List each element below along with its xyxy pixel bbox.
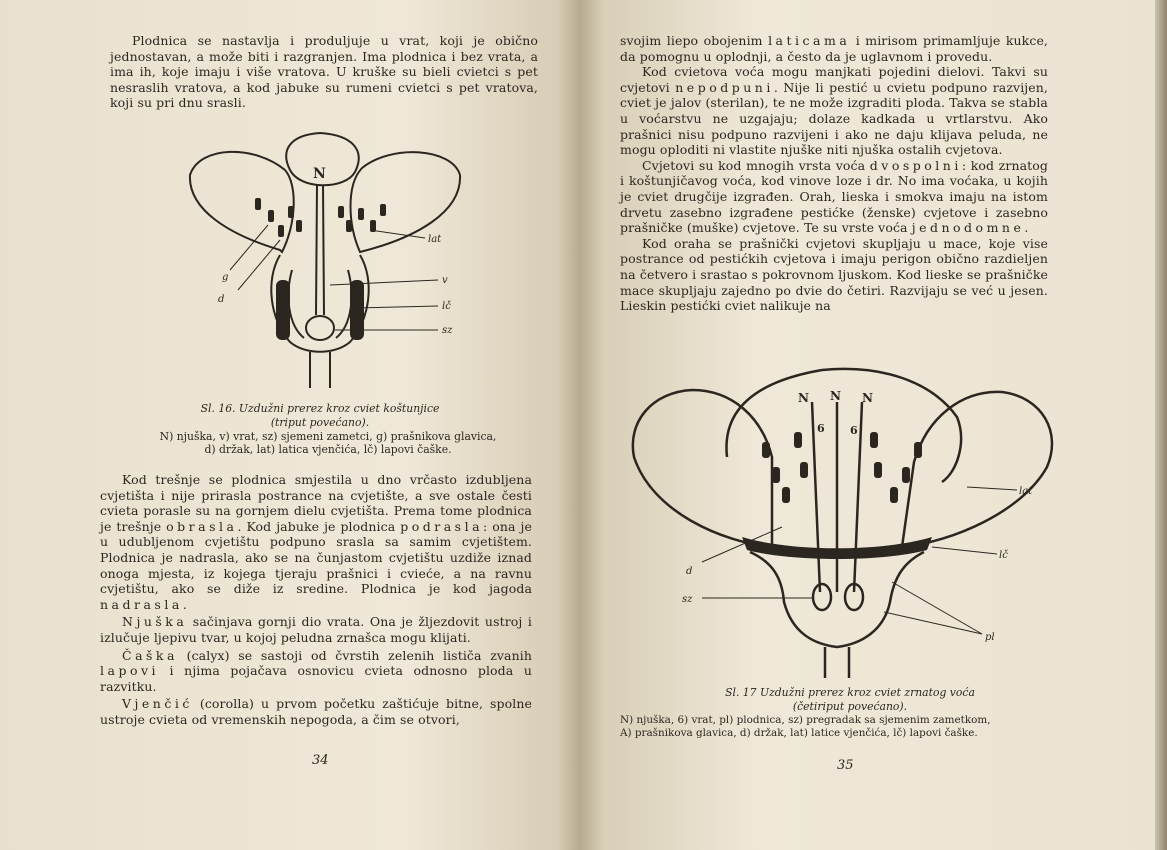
fig16-label-lc: lč — [442, 301, 451, 312]
fig16-ovary — [306, 316, 334, 340]
page-number-left: 34 — [312, 753, 329, 768]
figure-16-legend — [128, 430, 528, 457]
right-paragraphs-top — [620, 33, 1048, 314]
figure-16-legend-line2: d) držak, lat) latica vjenčića, lč) lapovi čaške. — [204, 443, 452, 457]
figure-17-caption — [650, 686, 1050, 713]
fig17-label-six1: 6 — [817, 422, 825, 435]
term-vjencic: Vjenčić — [122, 696, 193, 712]
figure-17-diagram — [622, 362, 1072, 680]
caska-paragraph: Čaška (calyx) se sastoji od čvrstih zelenih lističa zvanih lapovi i njima pojačava osnovicu cvieta odnosno ploda u razvitku. — [100, 647, 532, 694]
term-jednodomne: jednodomne — [911, 220, 1025, 236]
fig16-left-petal — [190, 152, 294, 252]
figure-17-caption-line2: (četiriput povećano). — [792, 699, 908, 713]
left-paragraphs-bottom — [100, 472, 532, 728]
fig16-label-g: g — [222, 272, 229, 283]
fig17-label-lat: lat — [1019, 486, 1033, 497]
fig16-label-N: N — [313, 166, 326, 182]
fig17-label-six2: 6 — [850, 424, 858, 437]
fig17-label-pl: pl — [985, 632, 995, 643]
left-page — [0, 0, 580, 850]
fig16-right-petal — [351, 152, 461, 252]
left-paragraph-top — [110, 33, 538, 111]
term-njuska: Njuška — [122, 614, 188, 630]
figure-16-caption-line1: Sl. 16. Uzdužni prerez kroz cviet koštunjice — [200, 402, 440, 415]
term-obrasla: obrasla — [166, 518, 238, 534]
right-page — [580, 0, 1167, 850]
figure-17-legend-line2: A) prašnikova glavica, d) držak, lat) latice vjenčića, lč) lapovi čaške. — [620, 727, 978, 740]
term-laticama: laticama — [768, 33, 851, 48]
figure-16-caption — [140, 402, 500, 429]
term-podrasla: podrasla — [400, 518, 484, 534]
fig16-style — [316, 185, 324, 315]
fig17-label-N1: N — [798, 391, 809, 405]
fig16-label-sz: sz — [442, 325, 453, 336]
plodnica-paragraph: Plodnica se nastavlja i produljuje u vrat, koji je obično jednostavan, a može biti i razgranjen. Ima plodnica i bez vrata, a ima ih, koje imaju i više vratova. U kruške su bieli cvietci s pet nesraslih vratova, a kod jabuke su rumeni cvietci s pet vratova, koji su pri dnu srasli. — [110, 33, 538, 111]
fig17-label-N3: N — [862, 391, 873, 405]
figure-17-legend — [620, 714, 1060, 741]
figure-16-caption-line2: (triput povećano). — [270, 415, 370, 429]
page-number-right: 35 — [837, 758, 854, 773]
figure-16-diagram — [170, 130, 470, 392]
fig17-center-petal — [726, 369, 961, 482]
fig17-stalk — [825, 647, 849, 678]
figure-17-caption-line1: Sl. 17 Uzdužni prerez kroz cviet zrnatog voća — [725, 686, 975, 699]
figure-17-legend-line1: N) njuška, 6) vrat, pl) plodnica, sz) pregradak sa sjemenim zametkom, — [620, 714, 991, 726]
orah-paragraph: Kod oraha se prašnički cvjetovi skupljaju u mace, koje vise postrance od pestićkih cvjetova i imaju perigon obično razdieljen na četvero i srastao s pokrovnom ljuskom. Kod lieske se prašničke mace skupljaju zajedno po dvie do četiri. Razvijaju se već u jesen. Lieskin pestićki cviet nalikuje na — [620, 235, 1048, 314]
fig17-right-petal — [902, 392, 1052, 547]
fig16-label-d: d — [218, 294, 225, 305]
term-nepodpuni: nepodpuni — [675, 79, 774, 95]
laticama-paragraph: svojim liepo obojenim laticama i mirisom primamljuje kukce, da pomognu u oplodnji, a često da je uglavnom i provedu. — [620, 33, 1049, 64]
fig16-stalk — [310, 352, 330, 388]
page-edge — [1155, 0, 1167, 850]
cherry-paragraph: Kod trešnje se plodnica smjestila u dno vrčasto izdubljena cvjetišta i nije prirasla postrance na cvjetište, a sve ostale česti cvieta porasle su na gornjem dielu cvjetišta. Prema tome plodnica je trešnje obrasla. Kod jabuke je plodnica podrasla: ona je u udubljenom cvjetištu podpuno srasla sa samim cvjetištem. Plodnica je nadrasla, ako se na čunjastom cvjetištu uzdiže iznad onoga mjesta, iz kojega tjeraju prašnici i cvieće, a na ravnu cvjetištu, ako se diže iz sredine. Plodnica je kod jagoda nadrasla. — [100, 472, 532, 612]
fig16-label-v: v — [442, 275, 448, 286]
nepodpuni-paragraph: Kod cvietova voća mogu manjkati pojedini dielovi. Takvi su cvjetovi nepodpuni. Nije li pestić u cvietu podpuno razvijen, cviet je jalov (sterilan), te ne može izgraditi ploda. Takva se stabla u voćarstvu ne uzgajaju; dolaze kadkada u vrtlarstvu. Ako prašnici nisu podpuno razvijeni i ako ne daju klijava peluda, ne mogu oploditi ni vlastite njuške niti njuška ostalih cvjetova. — [620, 64, 1048, 158]
term-lapovi: lapovi — [100, 663, 160, 679]
fig17-locule-left — [813, 584, 831, 610]
fig16-label-lat: lat — [428, 234, 442, 245]
figure-16-legend-line1: N) njuška, v) vrat, sz) sjemeni zametci, g) prašnikova glavica, — [159, 430, 497, 443]
fig17-label-sz: sz — [682, 594, 693, 605]
fig17-label-d: d — [686, 566, 693, 577]
fig17-left-petal — [633, 390, 772, 547]
njuska-paragraph: Njuška sačinjava gornji dio vrata. Ona je žljezdovit ustroj i izlučuje ljepivu tvar, u kojoj peludna zrnašca mogu klijati. — [100, 614, 532, 645]
vjencic-paragraph: Vjenčić (corolla) u prvom početku zaštićuje bitne, spolne ustroje cvieta od vremenskih nepogoda, a čim se otvori, — [100, 696, 532, 727]
term-caska: Čaška — [122, 647, 178, 663]
fig17-label-N2: N — [830, 389, 841, 403]
term-nadrasla: nadrasla — [100, 596, 183, 612]
dvospolni-paragraph: Cvjetovi su kod mnogih vrsta voća dvospolni: kod zrnatog i koštunjičavog voća, kod vinove loze i dr. No ima voćaka, u kojih je cviet drugčije izgrađen. Orah, lieska i smokva imaju na istom drvetu zasebno izgrađene pestićke (ženske) cvjetove i zasebno prašničke (muške) cvjetove. Te su vrste voća jednodomne. — [620, 157, 1048, 236]
fig17-label-lc: lč — [999, 550, 1008, 561]
term-dvospolni: dvospolni — [869, 157, 962, 173]
